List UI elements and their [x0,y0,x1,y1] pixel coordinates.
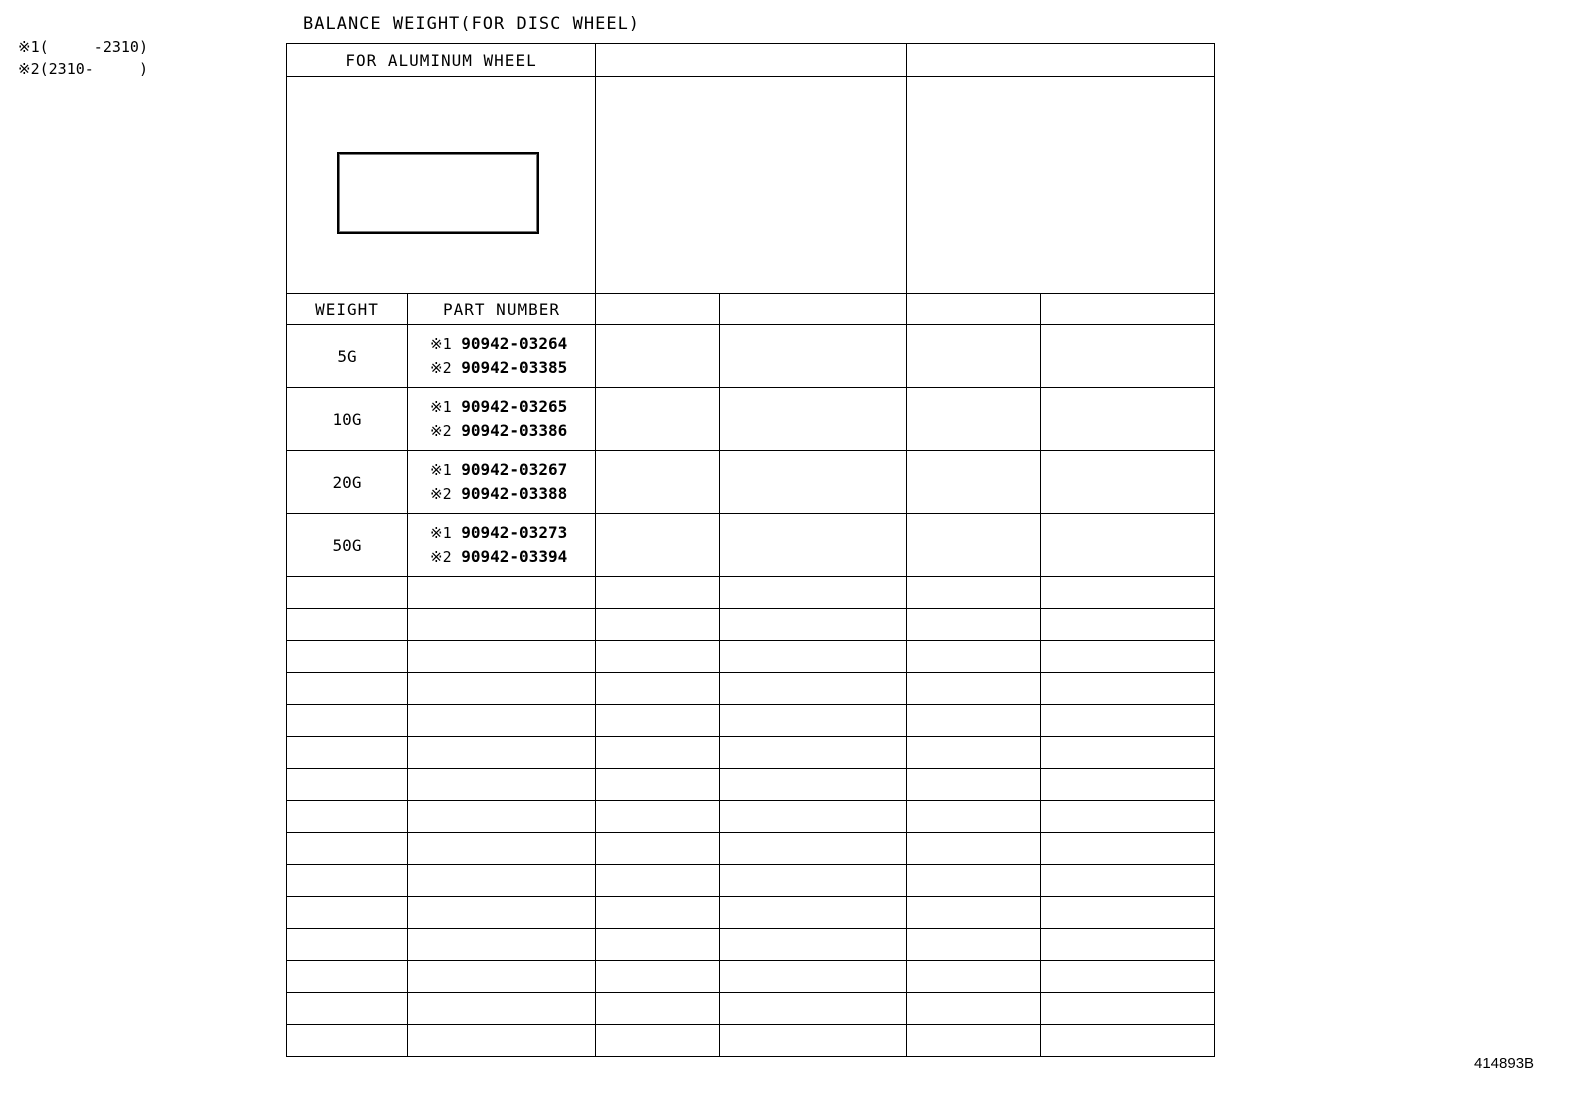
empty-row [287,673,1215,705]
part-number-cell [408,388,596,451]
illustration-cell-empty-2 [596,77,907,294]
part-number-line: ※2 90942-03394 [430,547,568,566]
table-row [287,451,1215,514]
part-number-cell [408,514,596,577]
document-id: 414893B [1474,1055,1535,1072]
part-number: 90942-03386 [461,421,568,440]
empty-row [287,833,1215,865]
illustration-cell [287,77,596,294]
table-row [287,325,1215,388]
part-number-line: ※2 90942-03388 [430,484,568,503]
page-title: BALANCE WEIGHT(FOR DISC WHEEL) [303,14,641,34]
part-number-line: ※2 90942-03385 [430,358,568,377]
empty-row [287,897,1215,929]
part-number-line: ※1 90942-03264 [430,334,568,353]
empty-row [287,801,1215,833]
part-number: 90942-03394 [461,547,568,566]
empty-row [287,577,1215,609]
part-number: 90942-03388 [461,484,568,503]
part-number-cell [408,451,596,514]
table-row [287,514,1215,577]
empty-row [287,705,1215,737]
section-header: FOR ALUMINUM WHEEL [287,44,596,77]
weight-cell: 5G [287,325,408,388]
legend-item-2: ※2(2310- ) [18,60,148,78]
col-header-weight: WEIGHT [287,294,408,325]
part-number-line: ※1 90942-03265 [430,397,568,416]
legend-item-1: ※1( -2310) [18,38,148,56]
balance-weight-illustration [337,152,539,234]
part-number: 90942-03265 [461,397,568,416]
part-number-line: ※1 90942-03267 [430,460,568,479]
empty-row [287,1025,1215,1057]
part-number: 90942-03267 [461,460,568,479]
part-number-line: ※1 90942-03273 [430,523,568,542]
empty-row [287,769,1215,801]
part-number-cell [408,325,596,388]
section-header-empty-3 [907,44,1215,77]
part-number: 90942-03264 [461,334,568,353]
part-number-line: ※2 90942-03386 [430,421,568,440]
illustration-cell-empty-3 [907,77,1215,294]
empty-row [287,961,1215,993]
balance-weight-table [286,43,1215,1057]
empty-row [287,865,1215,897]
table-row [287,388,1215,451]
weight-cell: 10G [287,388,408,451]
empty-row [287,737,1215,769]
part-number: 90942-03273 [461,523,568,542]
empty-row [287,929,1215,961]
empty-row [287,641,1215,673]
weight-cell: 50G [287,514,408,577]
empty-row [287,609,1215,641]
col-header-part-number: PART NUMBER [408,294,596,325]
empty-row [287,993,1215,1025]
weight-cell: 20G [287,451,408,514]
part-number: 90942-03385 [461,358,568,377]
legend [18,36,148,80]
section-header-empty-2 [596,44,907,77]
